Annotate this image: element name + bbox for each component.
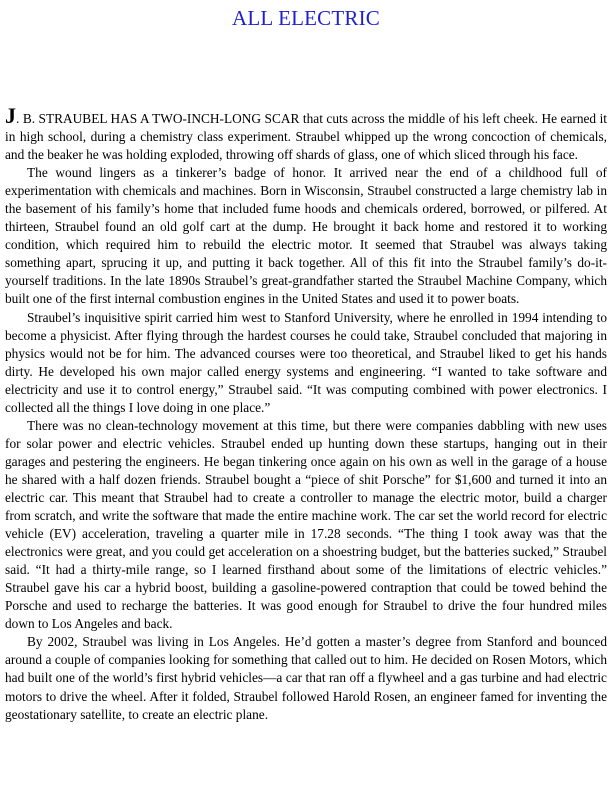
chapter-body (5, 103, 607, 724)
chapter-title: ALL ELECTRIC (231, 6, 381, 30)
paragraph-5: By 2002, Straubel was living in Los Angeles. He’d gotten a master’s degree from Stanford and bounced around a couple of companies looking for something that called out to him. He decided on Rosen Motors, which had built one of the world’s first hybrid vehicles—a car that ran off a flywheel and a gas turbine and had electric motors to drive the wheel. After it folded, Straubel followed Harold Rosen, an engineer famed for inventing the geostationary satellite, to create an electric plane. (5, 634, 607, 722)
paragraph-1-text: . B. STRAUBEL HAS A TWO-INCH-LONG SCAR that cuts across the middle of his left cheek. He earned it in high school, during a chemistry class experiment. Straubel whipped up the wrong concoction of chemicals, and the beaker he was holding exploded, throwing off shards of glass, one of which sliced through his face. (5, 111, 607, 163)
paragraph-3: Straubel’s inquisitive spirit carried him west to Stanford University, where he enrolled in 1994 intending to become a physicist. After flying through the hardest courses he could take, Straubel concluded that majoring in physics would not be for him. The advanced courses were too theoretical, and Straubel liked to get his hands dirty. He developed his own major called energy systems and engineering. “I wanted to take software and electricity and use it to control energy,” Straubel said. “It was computing combined with power electronics. I collected all the things I love doing in one place.” (5, 309, 607, 415)
paragraph-4: There was no clean-technology movement at this time, but there were companies dabbling with new uses for solar power and electric vehicles. Straubel ended up hunting down these startups, hanging out in their garages and pestering the engineers. He began tinkering once again on his own as well in the garage of a house he shared with a half dozen friends. Straubel bought a “piece of shit Porsche” for $1,600 and turned it into an electric car. This meant that Straubel had to create a controller to manage the electric motor, build a charger from scratch, and write the software that made the entire machine work. The car set the world record for electric vehicle (EV) acceleration, traveling a quarter mile in 17.28 seconds. “The thing I took away was that the electronics were great, and you could get acceleration on a shoestring budget, but the batteries sucked,” Straubel said. “It had a thirty-mile range, so I learned firsthand about some of the limitations of electric vehicles.” Straubel gave his car a hybrid boost, building a gasoline-powered contraption that could be towed behind the Porsche and used to recharge the batteries. It was good enough for Straubel to drive the four hundred miles down to Los Angeles and back. (5, 417, 607, 632)
paragraph-1 (5, 103, 607, 164)
paragraph-2: The wound lingers as a tinkerer’s badge of honor. It arrived near the end of a childhood full of experimentation with chemicals and machines. Born in Wisconsin, Straubel constructed a large chemistry lab in the basement of his family’s home that included fume hoods and chemicals ordered, borrowed, or pilfered. At thirteen, Straubel found an old golf cart at the dump. He brought it back home and restored it to working condition, which required him to rebuild the electric motor. It seemed that Straubel was always taking something apart, sprucing it up, and putting it back together. All of this fit into the Straubel family’s do-it-yourself traditions. In the late 1890s Straubel’s great-grandfather started the Straubel Machine Company, which built one of the first internal combustion engines in the United States and used it to power boats. (5, 165, 607, 307)
drop-cap: J (5, 103, 16, 128)
